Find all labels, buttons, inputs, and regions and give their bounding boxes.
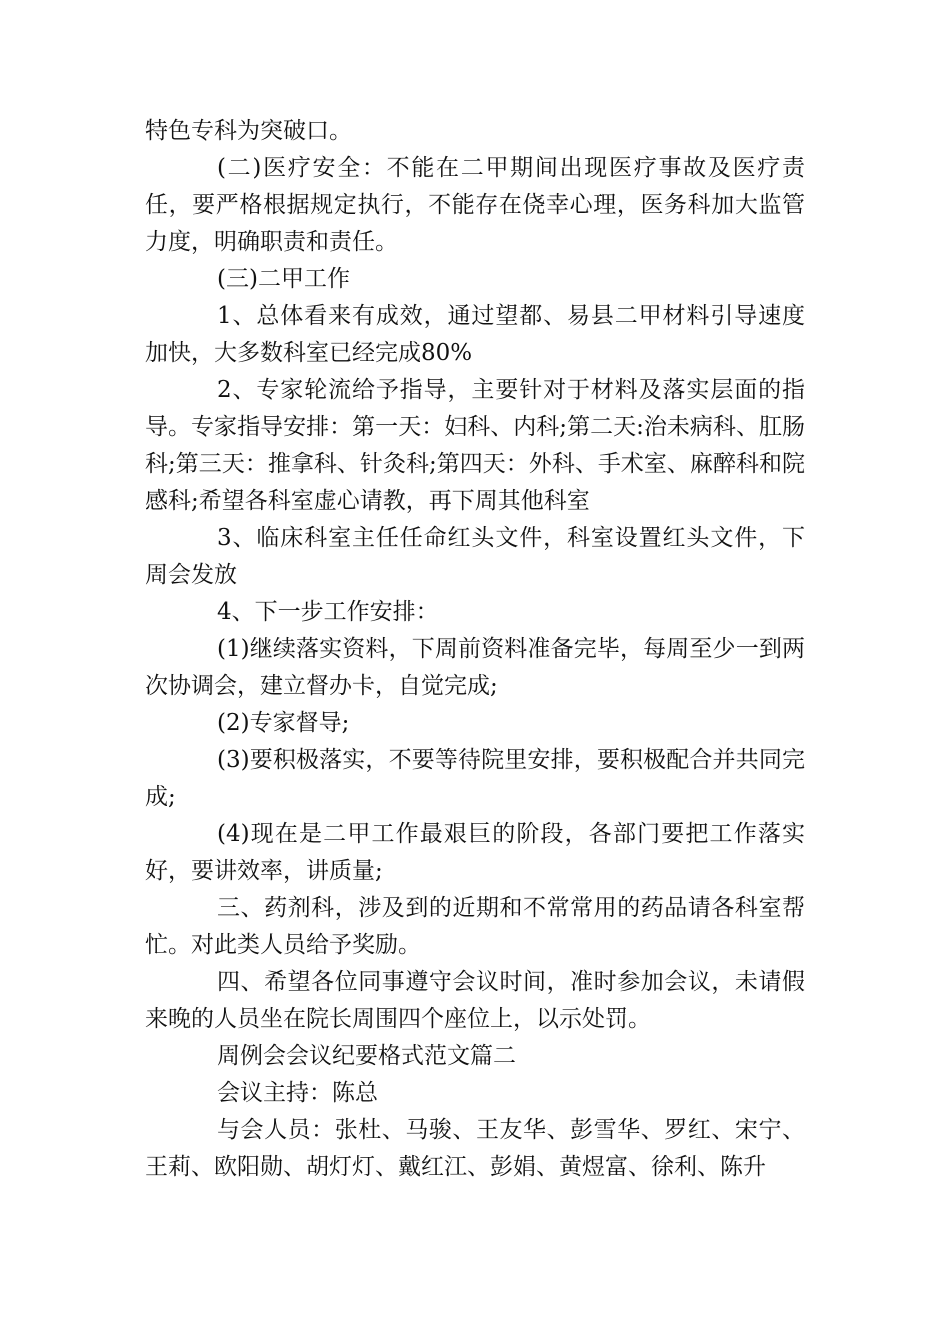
- paragraph-item-1: 1、总体看来有成效，通过望都、易县二甲材料引导速度加快，大多数科室已经完成80%: [145, 303, 805, 366]
- paragraph-medical-safety: (二)医疗安全：不能在二甲期间出现医疗事故及医疗责任，要严格根据规定执行，不能存在侥幸心理，医务科加大监管力度，明确职责和责任。: [145, 155, 805, 255]
- paragraph-subitem-2: (2)专家督导;: [217, 710, 350, 736]
- paragraph-subitem-4: (4)现在是二甲工作最艰巨的阶段，各部门要把工作落实好，要讲效率，讲质量;: [145, 821, 805, 884]
- paragraph-section-heading: (三)二甲工作: [217, 266, 350, 292]
- paragraph-item-3: 3、临床科室主任任命红头文件，科室设置红头文件，下周会发放: [145, 525, 805, 588]
- paragraph-meeting-host: 会议主持：陈总: [217, 1080, 378, 1106]
- paragraph-continuation: 特色专科为突破口。: [145, 118, 352, 144]
- paragraph-item-4: 4、下一步工作安排：: [217, 599, 439, 625]
- paragraph-subitem-3: (3)要积极落实，不要等待院里安排，要积极配合并共同完成;: [145, 747, 805, 810]
- paragraph-subitem-1: (1)继续落实资料，下周前资料准备完毕，每周至少一到两次协调会，建立督办卡，自觉完成;: [145, 636, 805, 699]
- paragraph-part-two-title: 周例会会议纪要格式范文篇二: [217, 1043, 516, 1069]
- paragraph-pharmacy: 三、药剂科，涉及到的近期和不常常用的药品请各科室帮忙。对此类人员给予奖励。: [145, 895, 805, 958]
- paragraph-item-2: 2、专家轮流给予指导，主要针对于材料及落实层面的指导。专家指导安排：第一天：妇科、内科;第二天:治未病科、肛肠科;第三天：推拿科、针灸科;第四天：外科、手术室、麻醉科和院感科;希望各科室虚心请教，再下周其他科室: [145, 377, 805, 514]
- paragraph-attendance-rule: 四、希望各位同事遵守会议时间，准时参加会议，未请假来晚的人员坐在院长周围四个座位上，以示处罚。: [145, 969, 805, 1032]
- paragraph-attendees: 与会人员：张杜、马骏、王友华、彭雪华、罗红、宋宁、王莉、欧阳勋、胡灯灯、戴红江、彭娟、黄煜富、徐利、陈升: [145, 1117, 805, 1180]
- document-page: [145, 113, 805, 1186]
